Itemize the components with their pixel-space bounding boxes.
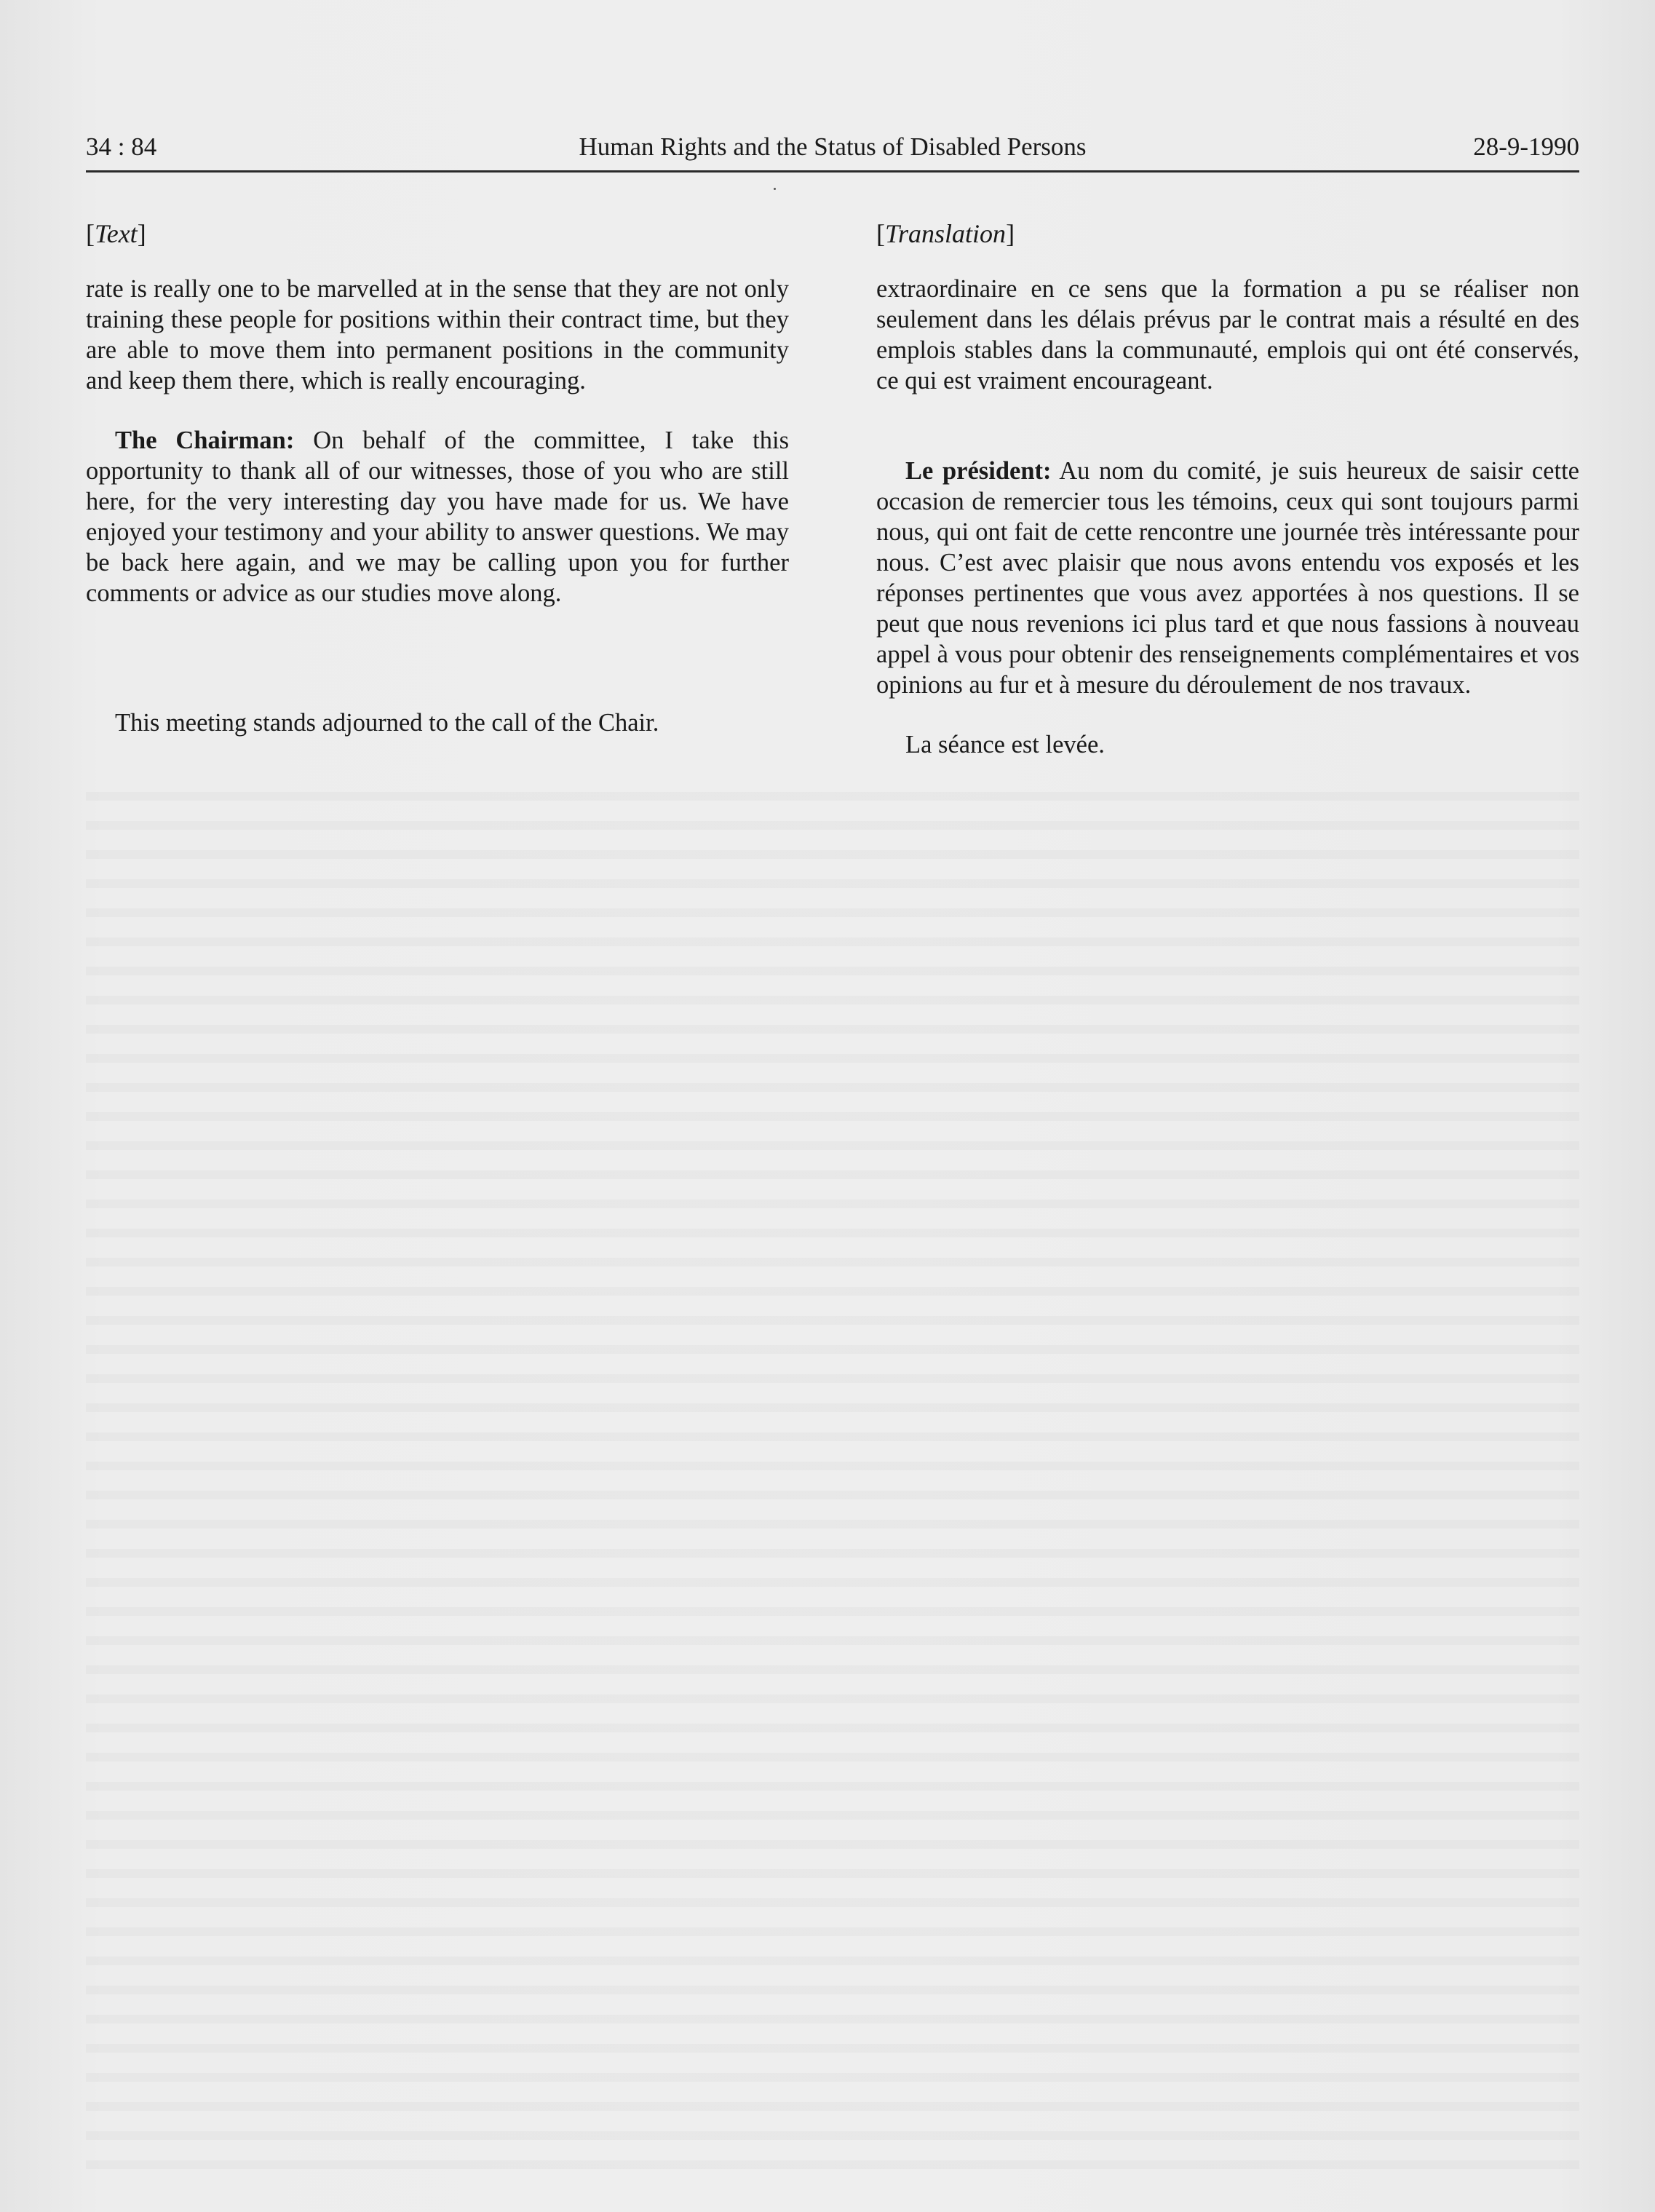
english-adjournment: This meeting stands adjourned to the call of the Chair.	[115, 709, 659, 737]
header-date: 28-9-1990	[1473, 132, 1579, 161]
header-title: Human Rights and the Status of Disabled Persons	[579, 132, 1087, 161]
left-column-label: [Text]	[86, 219, 146, 248]
right-column-label: [Translation]	[876, 219, 1015, 248]
french-column	[876, 274, 1579, 760]
speaker-name: Le président:	[905, 457, 1052, 485]
french-paragraph-2	[876, 456, 1579, 700]
english-paragraph-2	[86, 425, 789, 609]
bleed-through-texture	[86, 772, 1579, 2184]
speaker-text: Au nom du comité, je suis heureux de saisir cette occasion de remercier tous les témoins, ceux qui sont toujours parmi nous, qui ont fait de cette rencontre une journée très intéressante pour nous. C’est avec plaisir que nous avons entendu vos exposés et les réponses pertinentes que vous avez apportées à nos questions. Il se peut que nous revenions ici plus tard et que nous fassions à nouveau appel à vous pour obtenir des renseignements complémentaires et vos opinions au fur et à mesure du déroulement de nos travaux.	[876, 457, 1579, 699]
speaker-name: The Chairman:	[115, 427, 295, 454]
speck	[774, 188, 776, 190]
page-number: 34 : 84	[86, 132, 157, 161]
page-header	[86, 130, 1579, 173]
english-column	[86, 274, 789, 738]
french-paragraph-1: extraordinaire en ce sens que la formation a pu se réaliser non seulement dans les délais prévus par le contrat mais a résulté en des emplois stables dans la communauté, emplois qui ont été conservés, ce qui est vraiment encourageant.	[876, 275, 1579, 395]
speaker-text: On behalf of the committee, I take this opportunity to thank all of our witnesses, those of you who are still here, for the very interesting day you have made for us. We have enjoyed your testimony and your ability to answer questions. We may be back here again, and we may be calling upon you for further comments or advice as our studies move along.	[86, 427, 789, 607]
french-adjournment: La séance est levée.	[905, 731, 1105, 758]
english-paragraph-1: rate is really one to be marvelled at in the sense that they are not only training these people for positions within their contract time, but they are able to move them into permanent positions in the community and keep them there, which is really encouraging.	[86, 275, 789, 395]
